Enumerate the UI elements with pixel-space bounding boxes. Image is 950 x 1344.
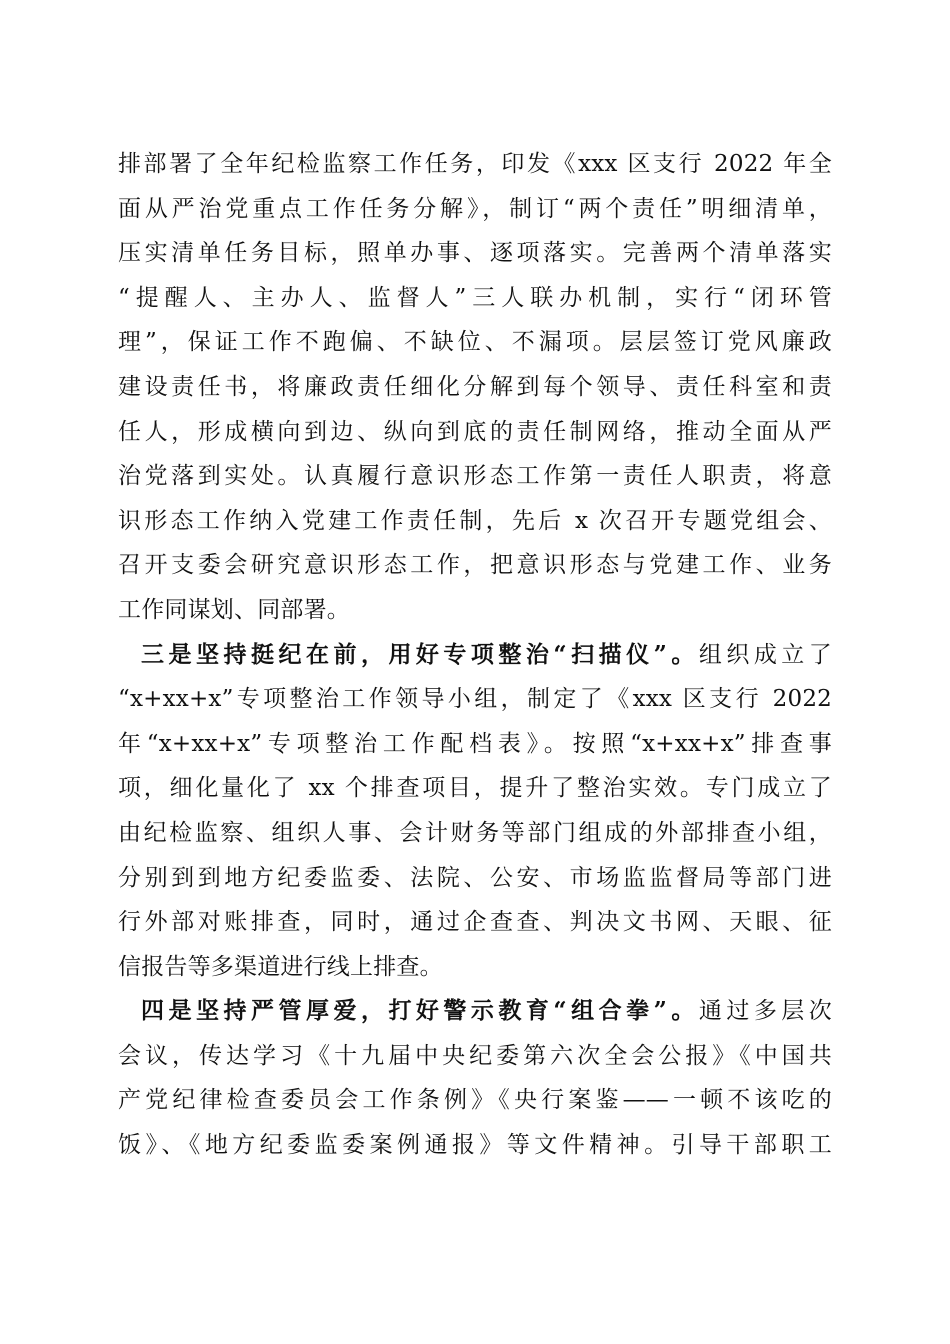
text-line: 治党落到实处。认真履行意识形态工作第一责任人职责，将意 [118,463,832,490]
text-line: 项，细化量化了 xx 个排查项目，提升了整治实效。专门成立了 [118,775,832,802]
text-line: 识形态工作纳入党建工作责任制，先后 x 次召开专题党组会、 [118,507,832,534]
text-line: 会议，传达学习《十九届中央纪委第六次全会公报》《中国共 [118,1042,832,1069]
paragraph-1 [118,142,832,633]
text-line: 任人，形成横向到边、纵向到底的责任制网络，推动全面从严 [118,418,832,445]
text-line [118,633,832,678]
text-line: 理”，保证工作不跑偏、不缺位、不漏项。层层签订党风廉政 [118,329,832,356]
text-line: 面从严治党重点工作任务分解》，制订“两个责任”明细清单， [118,195,832,222]
text-line: 信报告等多渠道进行线上排查。 [118,953,443,980]
text-line [118,989,832,1034]
paragraph-lead: 四是坚持严管厚爱，打好警示教育“组合拳”。 [141,997,699,1025]
text-line: 产党纪律检查委员会工作条例》《央行案鉴——一顿不该吃的 [118,1087,832,1114]
text-line: “提醒人、主办人、监督人”三人联办机制，实行“闭环管 [118,284,832,311]
text-line: 建设责任书，将廉政责任细化分解到每个领导、责任科室和责 [118,373,832,400]
text-line: 分别到到地方纪委监委、法院、公安、市场监监督局等部门进 [118,864,832,891]
text-line: 由纪检监察、组织人事、会计财务等部门组成的外部排查小组， [118,819,832,846]
text-line: 工作同谋划、同部署。 [118,596,350,623]
text-line: 年“x+xx+x”专项整治工作配档表》。按照“x+xx+x”排查事 [118,730,832,757]
text-line: 召开支委会研究意识形态工作，把意识形态与党建工作、业务 [118,552,832,579]
document-body [118,142,832,1168]
text-line: 饭》、《地方纪委监委案例通报》等文件精神。引导干部职工 [118,1132,832,1159]
text-line: 压实清单任务目标，照单办事、逐项落实。完善两个清单落实 [118,240,832,267]
text-line: “x+xx+x”专项整治工作领导小组，制定了《xxx 区支行 2022 [118,686,832,713]
text-run: 组织成立了 [698,641,833,668]
paragraph-2 [118,633,832,990]
text-run: 通过多层次 [698,998,833,1025]
text-line: 行外部对账排查，同时，通过企查查、判决文书网、天眼、征 [118,909,832,936]
text-line: 排部署了全年纪检监察工作任务，印发《xxx 区支行 2022 年全 [118,151,832,177]
paragraph-3 [118,989,832,1167]
paragraph-lead: 三是坚持挺纪在前，用好专项整治“扫描仪”。 [141,640,699,668]
